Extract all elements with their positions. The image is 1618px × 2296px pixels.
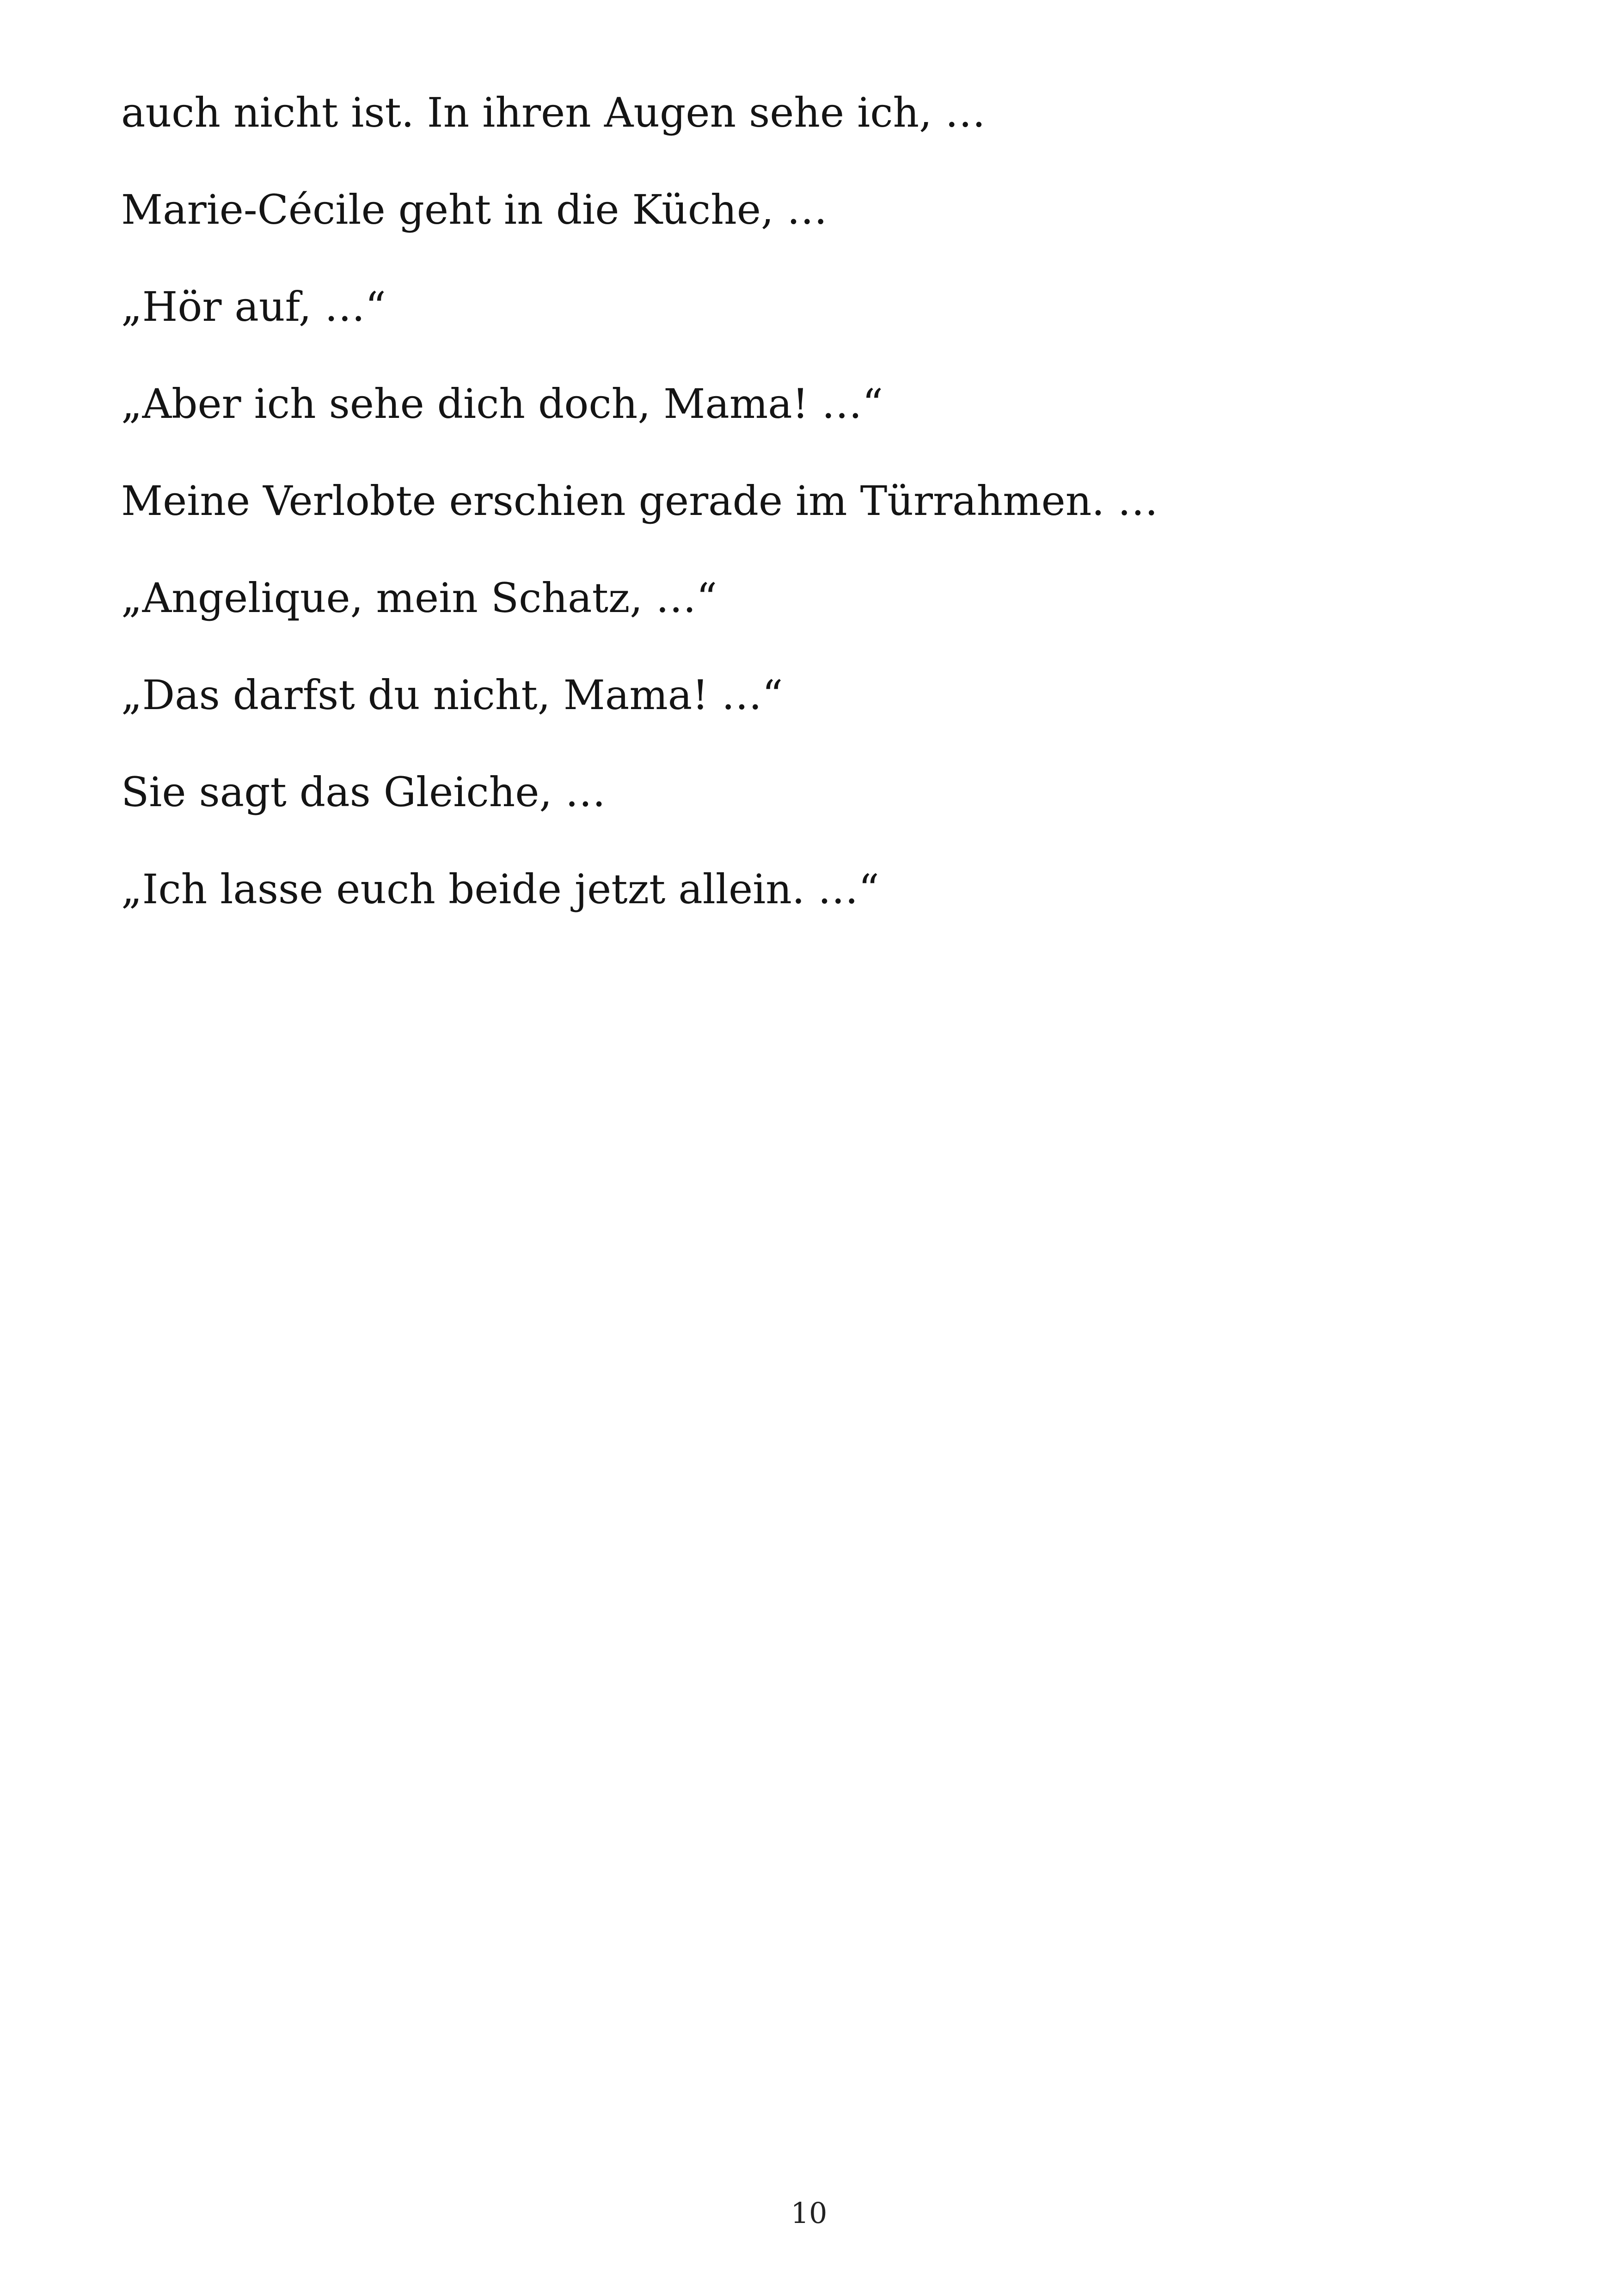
paragraph-9: „Ich lasse euch beide jetzt allein. …“ (121, 865, 879, 913)
paragraph-5: Meine Verlobte erschien gerade im Türrahmen. … (121, 477, 1158, 525)
paragraph-7: „Das darfst du nicht, Mama! …“ (121, 671, 783, 719)
paragraph-3: „Hör auf, …“ (121, 283, 386, 331)
paragraph-8: Sie sagt das Gleiche, … (121, 768, 606, 816)
paragraph-2: Marie-Cécile geht in die Küche, … (121, 186, 827, 233)
paragraph-4: „Aber ich sehe dich doch, Mama! …“ (121, 380, 883, 428)
page-number: 10 (791, 2196, 827, 2230)
body-text (121, 81, 1497, 2152)
paragraph-6: „Angelique, mein Schatz, …“ (121, 574, 717, 622)
paragraph-1: auch nicht ist. In ihren Augen sehe ich, … (121, 89, 986, 136)
